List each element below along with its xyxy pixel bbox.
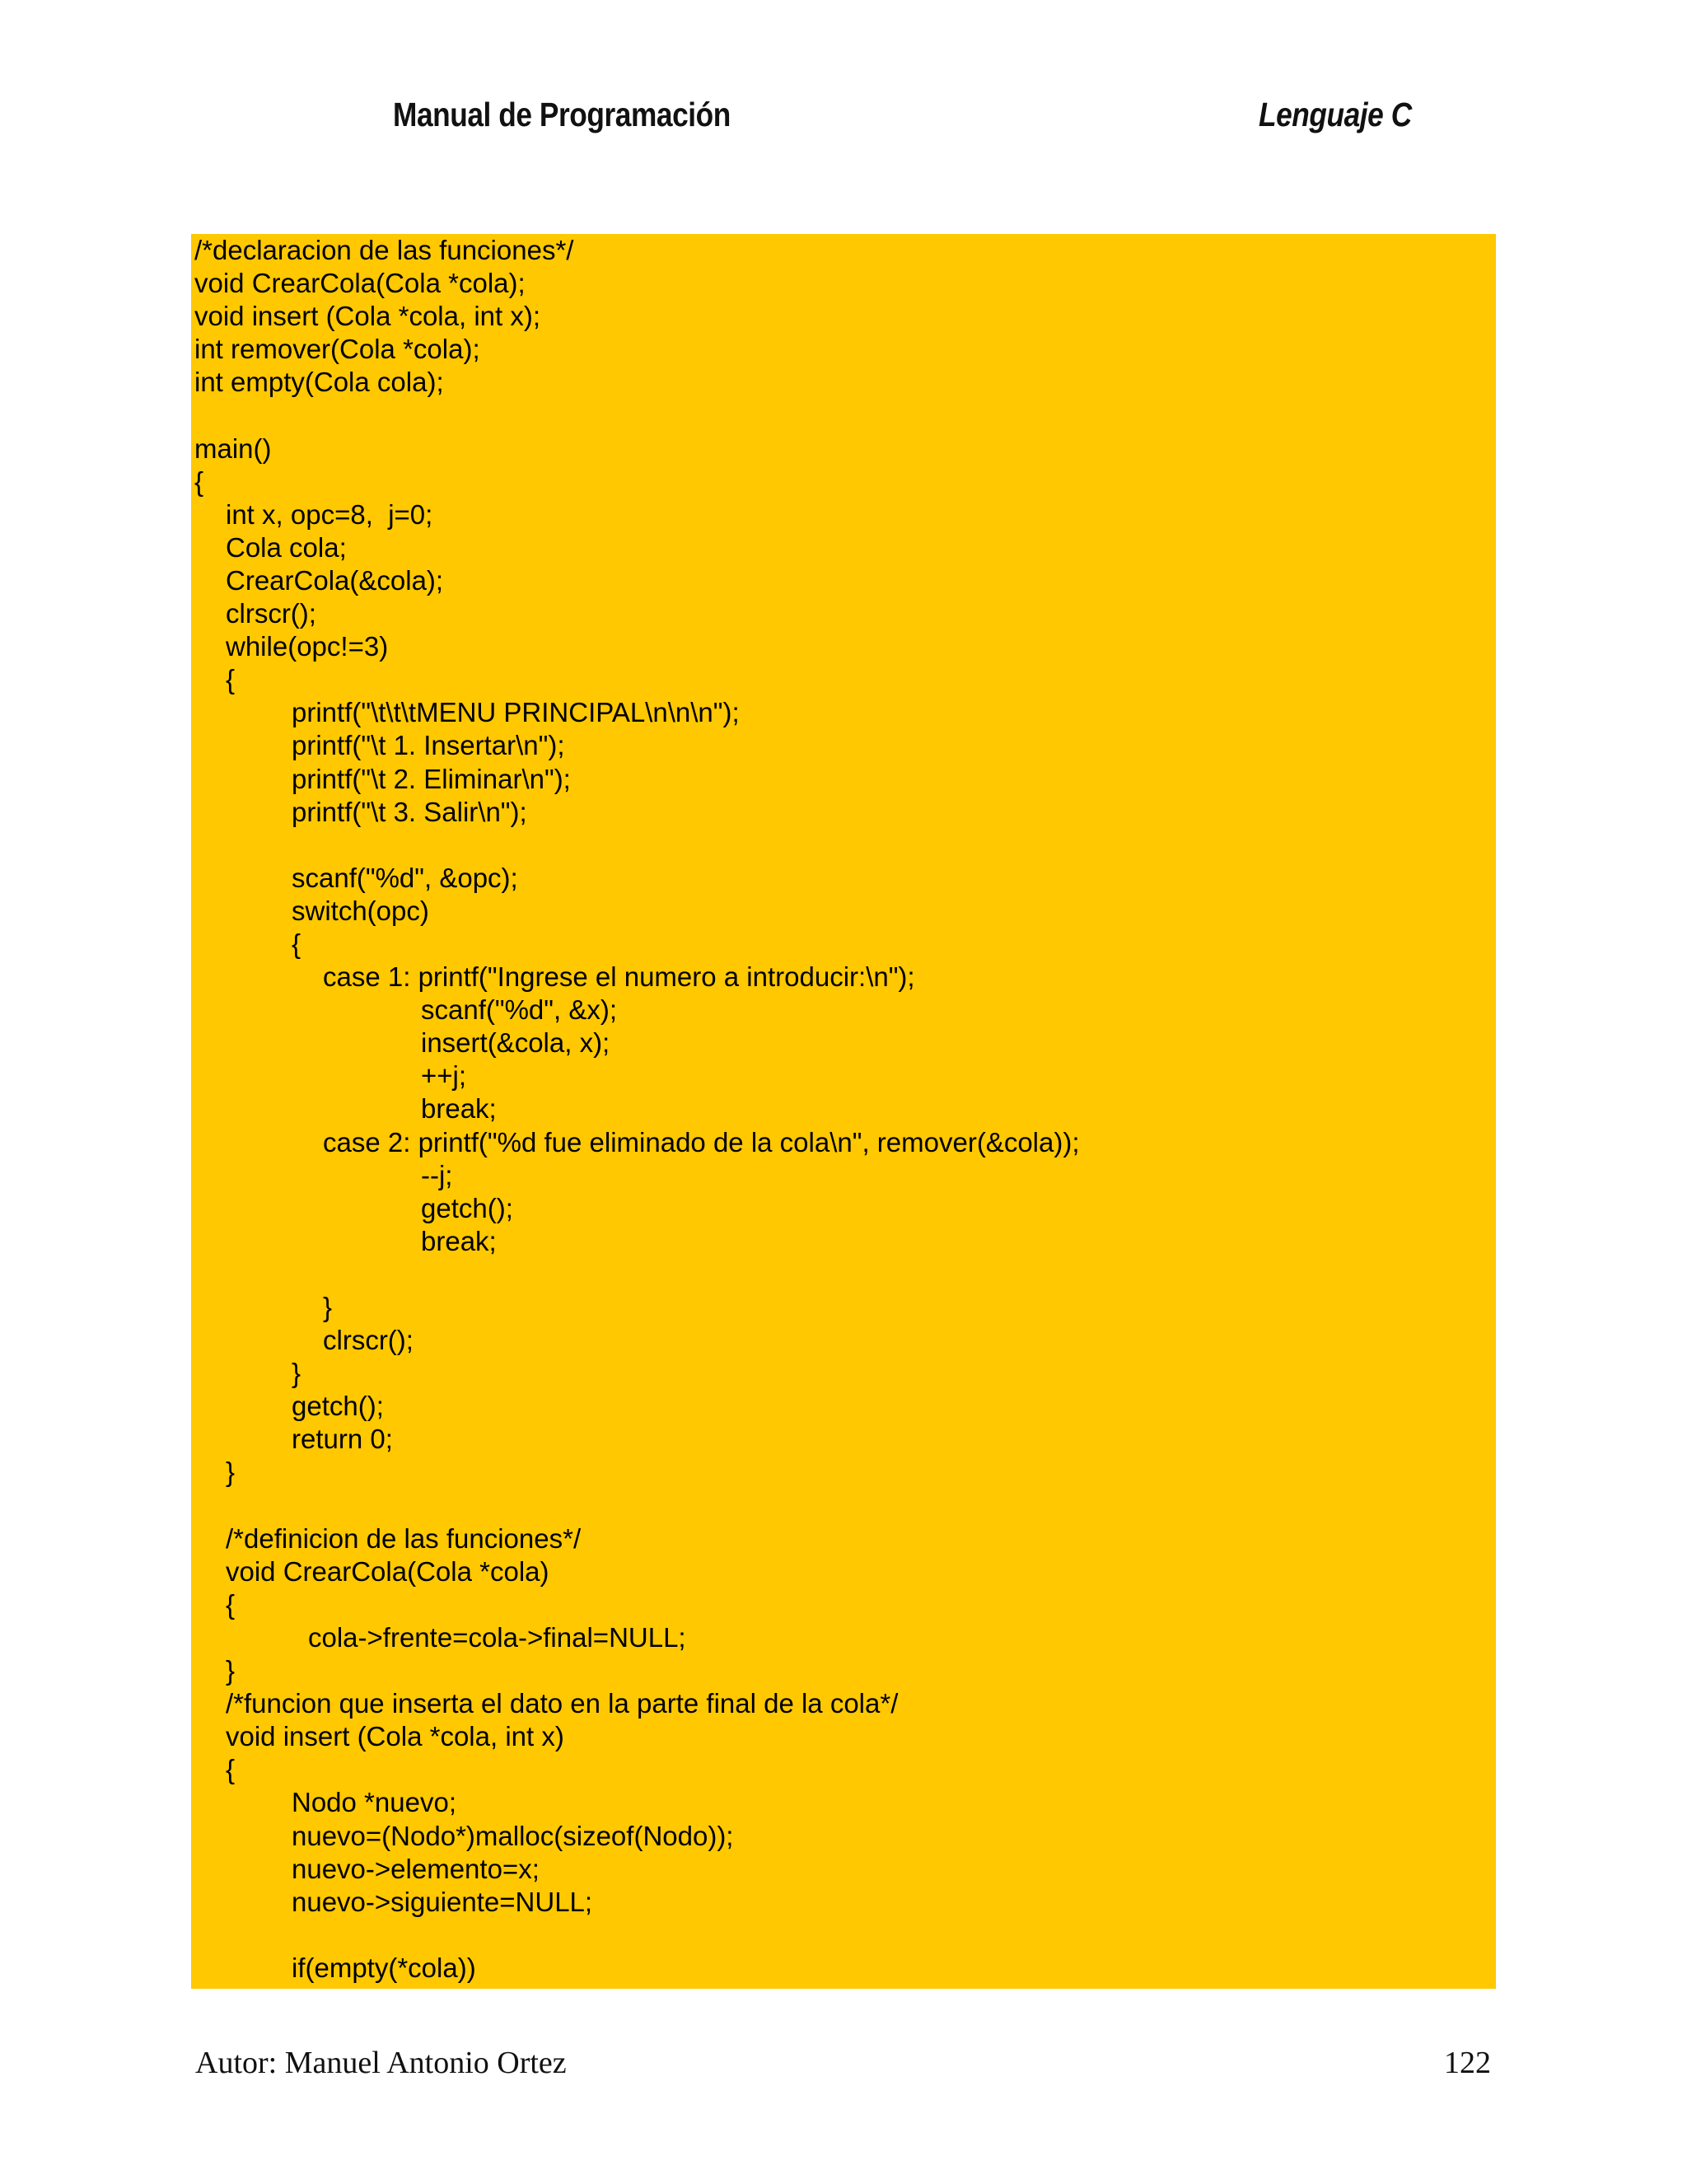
code-line: Nodo *nuevo; <box>292 1787 456 1818</box>
code-line: { <box>292 928 301 959</box>
code-line: main() <box>194 433 272 464</box>
code-line: case 1: printf("Ingrese el numero a introducir:\n"); <box>323 961 915 993</box>
code-line: cola->frente=cola->final=NULL; <box>308 1621 686 1653</box>
code-line: { <box>226 1754 236 1785</box>
code-line: } <box>226 1655 236 1686</box>
code-line: nuevo->elemento=x; <box>292 1853 540 1884</box>
code-line: void CrearCola(Cola *cola); <box>194 268 526 299</box>
code-line: case 2: printf("%d fue eliminado de la cola\n", remover(&cola)); <box>323 1126 1080 1157</box>
code-line <box>194 1258 1080 1291</box>
code-line: switch(opc) <box>292 895 429 926</box>
code-line: { <box>194 465 204 497</box>
code-line <box>194 829 1080 862</box>
code-line <box>194 1490 1080 1522</box>
code-line: getch(); <box>421 1192 513 1223</box>
code-line: printf("\t 2. Eliminar\n"); <box>292 763 571 794</box>
code-line: scanf("%d", &x); <box>421 994 617 1026</box>
code-line: /*definicion de las funciones*/ <box>226 1522 582 1554</box>
code-line <box>194 1919 1080 1952</box>
code-line: { <box>226 664 236 695</box>
header-subtitle: Lenguaje C <box>1259 96 1412 133</box>
code-line: return 0; <box>292 1424 393 1455</box>
code-block <box>191 234 1496 1989</box>
code-line: scanf("%d", &opc); <box>292 862 518 893</box>
code-line: /*declaracion de las funciones*/ <box>194 235 574 265</box>
code-line <box>194 399 1080 432</box>
code-line: --j; <box>421 1159 453 1190</box>
code-line: void CrearCola(Cola *cola) <box>226 1555 549 1587</box>
page-number: 122 <box>1444 2046 1491 2080</box>
code-line: clrscr(); <box>226 598 316 629</box>
code-line: break; <box>421 1225 497 1256</box>
header-title: Manual de Programación <box>393 96 731 133</box>
code-line: void insert (Cola *cola, int x) <box>226 1721 564 1752</box>
code-line: { <box>226 1588 236 1620</box>
code-line: } <box>226 1457 236 1488</box>
code-line: int x, opc=8, j=0; <box>226 498 433 530</box>
code-line: /*funcion que inserta el dato en la parte final de la cola*/ <box>226 1688 899 1719</box>
code-line: break; <box>421 1093 497 1125</box>
code-line: ++j; <box>421 1060 467 1092</box>
code-line: } <box>323 1292 333 1322</box>
code-line: Cola cola; <box>226 531 347 563</box>
code-line: void insert (Cola *cola, int x); <box>194 301 540 332</box>
code-line: nuevo->siguiente=NULL; <box>292 1886 593 1917</box>
code-line: } <box>292 1358 301 1389</box>
code-line: printf("\t 3. Salir\n"); <box>292 796 527 827</box>
code-line: int remover(Cola *cola); <box>194 334 480 365</box>
footer-author: Autor: Manuel Antonio Ortez <box>195 2046 567 2080</box>
code-line: nuevo=(Nodo*)malloc(sizeof(Nodo)); <box>292 1820 734 1851</box>
code-line: int empty(Cola cola); <box>194 367 444 398</box>
code-line: getch(); <box>292 1391 384 1422</box>
code-line: printf("\t 1. Insertar\n"); <box>292 730 565 761</box>
code-line: CrearCola(&cola); <box>226 564 444 596</box>
code-line: insert(&cola, x); <box>421 1027 610 1059</box>
code-line: clrscr(); <box>323 1325 414 1356</box>
code-line: printf("\t\t\tMENU PRINCIPAL\n\n\n"); <box>292 697 740 728</box>
code-line: if(empty(*cola)) <box>292 1952 476 1983</box>
code-listing <box>194 234 1080 1985</box>
code-line: while(opc!=3) <box>226 631 389 662</box>
